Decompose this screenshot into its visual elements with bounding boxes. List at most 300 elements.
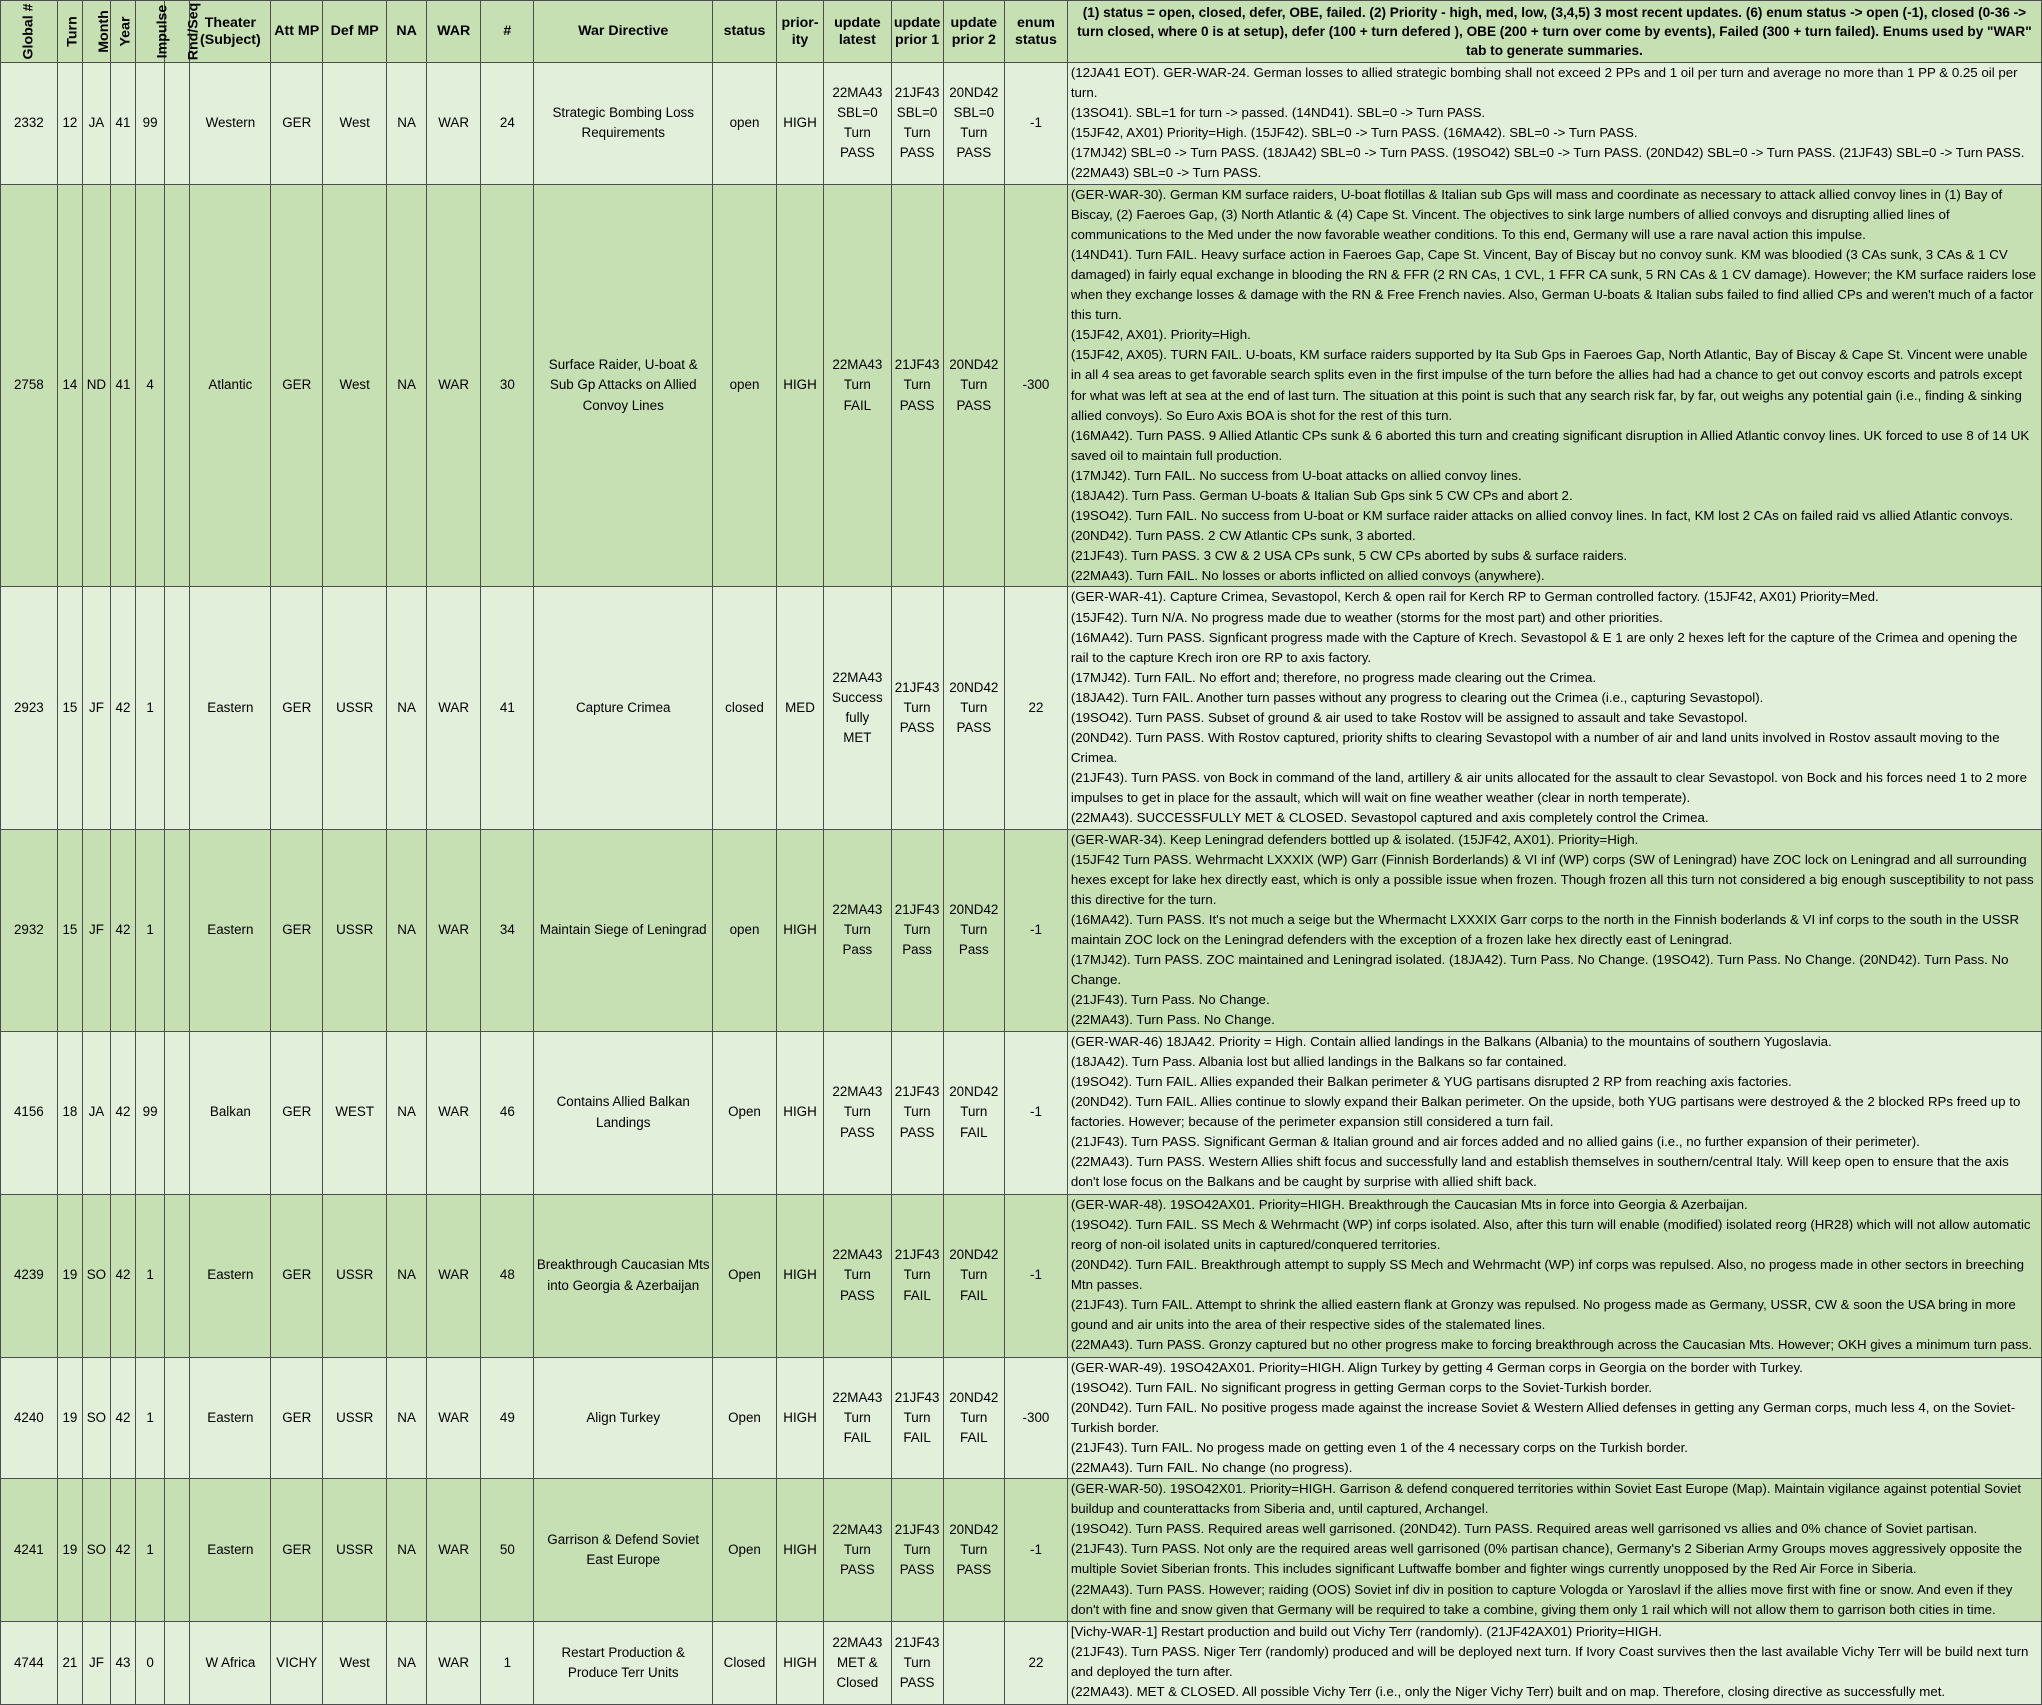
update-line: 21JF43 bbox=[894, 901, 940, 917]
col-header-year[interactable]: Year bbox=[110, 1, 135, 63]
cell-num[interactable]: 49 bbox=[481, 1357, 534, 1479]
note-line: (20ND42). Turn FAIL. Allies continue to slowly expand their Balkan perimeter. On the upside, both YUG partisans were destroyed & the 2 blocked RPs freed up to factories. However; because of the perimeter expansion still considered a turn fail. bbox=[1070, 1093, 2021, 1129]
cell-attmp[interactable]: VICHY bbox=[271, 1622, 323, 1705]
update-line: 21JF43 bbox=[894, 1634, 940, 1650]
cell-war[interactable]: WAR bbox=[427, 1622, 481, 1705]
cell-upd-p1[interactable] bbox=[891, 1622, 943, 1705]
note-line: [Vichy-WAR-1] Restart production and build out Vichy Terr (randomly). (21JF42AX01) Priority=HIGH. bbox=[1070, 1624, 1662, 1640]
cell-upd-latest[interactable] bbox=[824, 829, 892, 1031]
cell-notes[interactable] bbox=[1067, 829, 2041, 1031]
cell-month[interactable]: SO bbox=[83, 1479, 111, 1622]
cell-upd-p1[interactable] bbox=[891, 184, 943, 587]
cell-enum[interactable]: -1 bbox=[1005, 1031, 1068, 1194]
note-line: (21JF43). Turn PASS. Niger Terr (randomly) produced and will be deployed next turn. If Ivory Coast survives then the last available Vichy Terr will be build next turn and deployed the turn after. bbox=[1070, 1644, 2029, 1680]
note-line: (18JA42). Turn Pass. German U-boats & Italian Sub Gps sink 5 CW CPs and abort 2. bbox=[1070, 487, 1573, 503]
note-line: (GER-WAR-46) 18JA42. Priority = High. Contain allied landings in the Balkans (Albania) to the mountains of southern Yugoslavia. bbox=[1070, 1033, 1832, 1049]
cell-global[interactable]: 2932 bbox=[1, 829, 58, 1031]
cell-impulse[interactable]: 1 bbox=[136, 829, 165, 1031]
cell-num[interactable]: 50 bbox=[481, 1479, 534, 1622]
cell-enum[interactable]: -300 bbox=[1005, 184, 1068, 587]
note-line: (19SO42). Turn PASS. Subset of ground & air used to take Rostov will be assigned to assault and take Sevastopol. bbox=[1070, 710, 1748, 725]
cell-turn[interactable]: 15 bbox=[57, 829, 82, 1031]
update-line: 20ND42 bbox=[949, 1389, 999, 1405]
update-line: MET & bbox=[837, 1655, 878, 1671]
cell-global[interactable]: 4239 bbox=[1, 1194, 58, 1357]
cell-impulse[interactable]: 1 bbox=[136, 1479, 165, 1622]
cell-war[interactable]: WAR bbox=[427, 1194, 481, 1357]
cell-directive[interactable]: Strategic Bombing Loss Requirements bbox=[534, 63, 713, 185]
note-line: (GER-WAR-34). Keep Leningrad defenders bottled up & isolated. (15JF42, AX01). Priority=High. bbox=[1070, 831, 1639, 847]
cell-theater[interactable]: Eastern bbox=[190, 587, 271, 829]
cell-notes[interactable] bbox=[1067, 1479, 2041, 1622]
cell-upd-p2[interactable] bbox=[943, 1622, 1005, 1705]
cell-enum[interactable]: -300 bbox=[1005, 1357, 1068, 1479]
cell-upd-p1[interactable] bbox=[891, 1031, 943, 1194]
cell-upd-p1[interactable] bbox=[891, 1479, 943, 1622]
cell-defmp[interactable]: USSR bbox=[323, 829, 387, 1031]
note-line: (22MA43) SBL=0 -> Turn PASS. bbox=[1070, 165, 1262, 181]
cell-year[interactable]: 42 bbox=[110, 1031, 135, 1194]
cell-upd-p2[interactable] bbox=[943, 63, 1005, 185]
update-line: fully bbox=[845, 710, 870, 725]
update-line: Turn bbox=[843, 1104, 871, 1120]
cell-upd-latest[interactable] bbox=[824, 63, 892, 185]
cell-attmp[interactable]: GER bbox=[271, 1031, 323, 1194]
cell-na[interactable]: NA bbox=[387, 1031, 427, 1194]
update-line: FAIL bbox=[843, 1429, 872, 1445]
update-line: FAIL bbox=[903, 1429, 931, 1445]
note-line: (15JF42, AX01). Priority=High. bbox=[1070, 327, 1251, 343]
cell-turn[interactable]: 19 bbox=[57, 1194, 82, 1357]
update-line: 22MA43 bbox=[832, 1247, 883, 1263]
update-line: PASS bbox=[899, 1562, 935, 1578]
cell-upd-latest[interactable] bbox=[824, 1479, 892, 1622]
cell-month[interactable]: JF bbox=[83, 829, 111, 1031]
note-line: (GER-WAR-48). 19SO42AX01. Priority=HIGH. Breakthrough the Caucasian Mts in force into Georgia & Azerbaijan. bbox=[1070, 1196, 1748, 1212]
cell-rndseq[interactable] bbox=[165, 1194, 190, 1357]
update-line: 21JF43 bbox=[894, 1247, 940, 1263]
cell-enum[interactable]: -1 bbox=[1005, 829, 1068, 1031]
update-line: FAIL bbox=[960, 1124, 988, 1140]
cell-defmp[interactable]: West bbox=[323, 63, 387, 185]
cell-upd-p2[interactable] bbox=[943, 1194, 1005, 1357]
col-header-legend[interactable]: (1) status = open, closed, defer, OBE, failed. (2) Priority - high, med, low, (3,4,5) 3 most recent updates. (6) enum status -> open (-1), closed (0-36 -> turn closed, where 0 is at setup), defer (100 + turn defered ), OBE (200 + turn over come by events), Failed (300 + turn failed). Enums used by "WAR" tab to generate summaries. bbox=[1067, 1, 2041, 63]
cell-theater[interactable]: Eastern bbox=[190, 1479, 271, 1622]
cell-theater[interactable]: Eastern bbox=[190, 1194, 271, 1357]
note-line: (16MA42). Turn PASS. 9 Allied Atlantic CPs sunk & 6 aborted this turn and creating significant disruption in Allied Atlantic convoy lines. UK forced to use 8 of 14 UK saved oil to maintain full production. bbox=[1070, 427, 2030, 463]
table-row bbox=[1, 1479, 2042, 1622]
update-line: FAIL bbox=[960, 1287, 988, 1303]
cell-status[interactable]: open bbox=[713, 184, 777, 587]
update-line: FAIL bbox=[843, 397, 872, 413]
cell-na[interactable]: NA bbox=[387, 1357, 427, 1479]
update-line: PASS bbox=[839, 1124, 875, 1140]
cell-theater[interactable]: Eastern bbox=[190, 829, 271, 1031]
cell-upd-latest[interactable] bbox=[824, 1194, 892, 1357]
cell-priority[interactable]: HIGH bbox=[777, 1194, 824, 1357]
update-line: SBL=0 bbox=[837, 105, 878, 121]
cell-enum[interactable]: -1 bbox=[1005, 1194, 1068, 1357]
cell-year[interactable]: 42 bbox=[110, 1357, 135, 1479]
update-line: Turn bbox=[843, 125, 871, 141]
cell-global[interactable]: 2758 bbox=[1, 184, 58, 587]
cell-attmp[interactable]: GER bbox=[271, 184, 323, 587]
cell-status[interactable]: Open bbox=[713, 1194, 777, 1357]
cell-rndseq[interactable] bbox=[165, 829, 190, 1031]
cell-theater[interactable]: Western bbox=[190, 63, 271, 185]
note-line: (GER-WAR-50). 19SO42X01. Priority=HIGH. Garrison & defend conquered territories within Soviet East Europe (Map). Maintain vigilance against potential Soviet buildup and counterattacks from Siberia and, until captured, Archangel. bbox=[1070, 1481, 2022, 1517]
cell-upd-p2[interactable] bbox=[943, 829, 1005, 1031]
cell-na[interactable]: NA bbox=[387, 1622, 427, 1705]
cell-rndseq[interactable] bbox=[165, 63, 190, 185]
cell-defmp[interactable]: West bbox=[323, 184, 387, 587]
note-line: (14ND41). Turn FAIL. Heavy surface action in Faeroes Gap, Cape St. Vincent, Bay of Biscay but no convoy sunk. KM was bloodied (3 CAs sunk, 3 CAs & 1 CV damaged) in fairly equal exchange in blooding the RN & FFR (2 RN CAs, 1 CVL, 1 FFR CA sunk, 5 RN CAs & 1 CV damage). However; the KM surface raiders lose when they exchange losses & damage with the RN & Free French navies. Also, German U-boats & Italian subs failed to find allied CPs and weren't much of a factor this turn. bbox=[1070, 246, 2037, 323]
update-line: FAIL bbox=[960, 1429, 988, 1445]
cell-year[interactable]: 42 bbox=[110, 1194, 135, 1357]
cell-month[interactable]: JF bbox=[83, 1622, 111, 1705]
cell-turn[interactable]: 19 bbox=[57, 1479, 82, 1622]
cell-directive[interactable]: Capture Crimea bbox=[534, 587, 713, 829]
note-line: (21JF43). Turn PASS. Not only are the required areas well garrisoned (0% partisan chance), Germany's 2 Siberian Army Groups moves aggressively opposite the multiple Soviet Siberian fronts. This includes significant Luftwaffe bomber and fighter wings currently unopposed by the Red Air Force in Siberia. bbox=[1070, 1541, 2023, 1577]
cell-month[interactable]: JA bbox=[83, 1031, 111, 1194]
cell-priority[interactable]: HIGH bbox=[777, 184, 824, 587]
col-header-month[interactable]: Month bbox=[83, 1, 111, 63]
cell-impulse[interactable]: 0 bbox=[136, 1622, 165, 1705]
cell-war[interactable]: WAR bbox=[427, 1031, 481, 1194]
update-line: Turn bbox=[903, 1542, 931, 1558]
note-line: (20ND42). Turn FAIL. Breakthrough attempt to supply SS Mech and Wehrmacht (WP) inf corps was repulsed. Also, no progess made in other sectors in breeching Mtn passes. bbox=[1070, 1256, 2024, 1292]
cell-status[interactable]: closed bbox=[713, 587, 777, 829]
update-line: PASS bbox=[899, 145, 935, 161]
cell-global[interactable]: 4240 bbox=[1, 1357, 58, 1479]
cell-priority[interactable]: HIGH bbox=[777, 63, 824, 185]
col-header-enum-status[interactable]: enum status bbox=[1005, 1, 1068, 63]
cell-priority[interactable]: HIGH bbox=[777, 829, 824, 1031]
col-header-priority[interactable]: prior- ity bbox=[777, 1, 824, 63]
cell-upd-p2[interactable] bbox=[943, 1031, 1005, 1194]
update-line: SBL=0 bbox=[953, 105, 995, 121]
cell-num[interactable]: 30 bbox=[481, 184, 534, 587]
cell-rndseq[interactable] bbox=[165, 1357, 190, 1479]
col-header-directive[interactable]: War Directive bbox=[534, 1, 713, 63]
cell-war[interactable]: WAR bbox=[427, 829, 481, 1031]
cell-year[interactable]: 43 bbox=[110, 1622, 135, 1705]
update-line: PASS bbox=[899, 720, 935, 736]
cell-priority[interactable]: HIGH bbox=[777, 1479, 824, 1622]
col-header-defmp[interactable]: Def MP bbox=[323, 1, 387, 63]
cell-num[interactable]: 48 bbox=[481, 1194, 534, 1357]
cell-defmp[interactable]: USSR bbox=[323, 1357, 387, 1479]
cell-directive[interactable]: Contains Allied Balkan Landings bbox=[534, 1031, 713, 1194]
cell-year[interactable]: 41 bbox=[110, 184, 135, 587]
cell-month[interactable]: SO bbox=[83, 1357, 111, 1479]
update-line: Turn bbox=[960, 125, 988, 141]
cell-defmp[interactable]: USSR bbox=[323, 587, 387, 829]
cell-impulse[interactable]: 1 bbox=[136, 587, 165, 829]
col-header-na[interactable]: NA bbox=[387, 1, 427, 63]
cell-war[interactable]: WAR bbox=[427, 1357, 481, 1479]
update-line: 20ND42 bbox=[949, 1084, 999, 1100]
col-header-impulse[interactable]: Impulse bbox=[136, 1, 165, 63]
cell-rndseq[interactable] bbox=[165, 587, 190, 829]
cell-year[interactable]: 42 bbox=[110, 829, 135, 1031]
update-line: Turn bbox=[843, 377, 871, 393]
table-body bbox=[1, 63, 2042, 1705]
col-header-war[interactable]: WAR bbox=[427, 1, 481, 63]
update-line: 20ND42 bbox=[949, 901, 999, 917]
update-line: Turn bbox=[960, 377, 988, 393]
note-line: (22MA43). Turn PASS. However; raiding (OOS) Soviet inf div in position to capture Vologda or Yaroslavl if the allies move first with fine or snow. And even if they don't with fine and snow given that Germany will be required to take a combine, giving them only 1 rail which will not allow them to garrison both cities in time. bbox=[1070, 1581, 2013, 1617]
cell-attmp[interactable]: GER bbox=[271, 1479, 323, 1622]
cell-rndseq[interactable] bbox=[165, 184, 190, 587]
cell-status[interactable]: Open bbox=[713, 1357, 777, 1479]
update-line: MET bbox=[843, 730, 872, 746]
cell-upd-p1[interactable] bbox=[891, 829, 943, 1031]
update-line: Turn bbox=[903, 377, 931, 393]
cell-impulse[interactable]: 99 bbox=[136, 1031, 165, 1194]
cell-priority[interactable]: MED bbox=[777, 587, 824, 829]
cell-priority[interactable]: HIGH bbox=[777, 1031, 824, 1194]
cell-theater[interactable]: W Africa bbox=[190, 1622, 271, 1705]
note-line: (GER-WAR-49). 19SO42AX01. Priority=HIGH. Align Turkey by getting 4 German corps in Georgia on the border with Turkey. bbox=[1070, 1359, 1803, 1375]
update-line: Turn bbox=[903, 1104, 931, 1120]
cell-month[interactable]: ND bbox=[83, 184, 111, 587]
cell-attmp[interactable]: GER bbox=[271, 1194, 323, 1357]
cell-directive[interactable]: Maintain Siege of Leningrad bbox=[534, 829, 713, 1031]
cell-na[interactable]: NA bbox=[387, 1479, 427, 1622]
update-line: PASS bbox=[899, 397, 935, 413]
cell-impulse[interactable]: 4 bbox=[136, 184, 165, 587]
cell-status[interactable]: open bbox=[713, 63, 777, 185]
table-row bbox=[1, 587, 2042, 829]
cell-notes[interactable] bbox=[1067, 587, 2041, 829]
note-line: (15JF42 Turn PASS. Wehrmacht LXXXIX (WP) Garr (Finnish Borderlands) & VI inf (WP) corps (SW of Leningrad) have ZOC lock on Leningrad and all surrounding hexes except for lake hex directly east, which is only a possible issue when frozen. Though frozen all this turn not considered a big enough susceptibility to not pass this directive for the turn. bbox=[1070, 851, 2034, 907]
cell-directive[interactable]: Restart Production & Produce Terr Units bbox=[534, 1622, 713, 1705]
cell-num[interactable]: 24 bbox=[481, 63, 534, 185]
col-header-status[interactable]: status bbox=[713, 1, 777, 63]
col-header-theater[interactable]: Theater (Subject) bbox=[190, 1, 271, 63]
cell-year[interactable]: 42 bbox=[110, 587, 135, 829]
cell-theater[interactable]: Atlantic bbox=[190, 184, 271, 587]
cell-notes[interactable] bbox=[1067, 1357, 2041, 1479]
cell-theater[interactable]: Eastern bbox=[190, 1357, 271, 1479]
cell-upd-latest[interactable] bbox=[824, 184, 892, 587]
cell-num[interactable]: 46 bbox=[481, 1031, 534, 1194]
cell-turn[interactable]: 15 bbox=[57, 587, 82, 829]
cell-status[interactable]: Closed bbox=[713, 1622, 777, 1705]
col-header-update-prior1[interactable]: update prior 1 bbox=[891, 1, 943, 63]
cell-year[interactable]: 42 bbox=[110, 1479, 135, 1622]
update-line: 20ND42 bbox=[949, 1521, 999, 1537]
cell-attmp[interactable]: GER bbox=[271, 63, 323, 185]
cell-war[interactable]: WAR bbox=[427, 587, 481, 829]
update-line: Turn bbox=[903, 1655, 931, 1671]
cell-na[interactable]: NA bbox=[387, 587, 427, 829]
col-header-attmp[interactable]: Att MP bbox=[271, 1, 323, 63]
update-line: Pass bbox=[902, 942, 932, 958]
update-line: Turn bbox=[960, 1104, 988, 1120]
cell-upd-p1[interactable] bbox=[891, 1357, 943, 1479]
cell-turn[interactable]: 19 bbox=[57, 1357, 82, 1479]
update-line: Pass bbox=[958, 942, 989, 958]
cell-upd-p2[interactable] bbox=[943, 184, 1005, 587]
update-line: PASS bbox=[956, 397, 992, 413]
update-line: 22MA43 bbox=[832, 1521, 883, 1537]
cell-global[interactable]: 4744 bbox=[1, 1622, 58, 1705]
cell-theater[interactable]: Balkan bbox=[190, 1031, 271, 1194]
cell-upd-latest[interactable] bbox=[824, 1622, 892, 1705]
cell-na[interactable]: NA bbox=[387, 184, 427, 587]
update-line: Turn bbox=[903, 1409, 931, 1425]
cell-defmp[interactable]: WEST bbox=[323, 1031, 387, 1194]
update-line: 20ND42 bbox=[949, 357, 999, 373]
cell-turn[interactable]: 12 bbox=[57, 63, 82, 185]
cell-impulse[interactable]: 1 bbox=[136, 1357, 165, 1479]
update-line: 21JF43 bbox=[894, 357, 940, 373]
table-row bbox=[1, 1031, 2042, 1194]
cell-directive[interactable]: Surface Raider, U-boat & Sub Gp Attacks on Allied Convoy Lines bbox=[534, 184, 713, 587]
cell-directive[interactable]: Align Turkey bbox=[534, 1357, 713, 1479]
table-row bbox=[1, 1622, 2042, 1705]
cell-status[interactable]: Open bbox=[713, 1031, 777, 1194]
update-line: 22MA43 bbox=[832, 901, 883, 917]
col-header-update-prior2[interactable]: update prior 2 bbox=[943, 1, 1005, 63]
note-line: (15JF42, AX05). TURN FAIL. U-boats, KM surface raiders supported by Ita Sub Gps in Faeroes Gap, North Atlantic, Bay of Biscay & Cape St. Vincent were unable in all 4 sea areas to get favorable search splits even in the first impulse of the turn before the allies had had a chance to get out convoy escorts and patrols except for what was left at sea at the end of last turn. The situation at this point is such that any search risk far, by far, out weighs any potential gain (i.e., finding & sinking allied convoys). So Euro Axis BOA is shot for the rest of this turn. bbox=[1070, 347, 2028, 423]
cell-rndseq[interactable] bbox=[165, 1479, 190, 1622]
cell-priority[interactable]: HIGH bbox=[777, 1622, 824, 1705]
update-line: 21JF43 bbox=[894, 1389, 940, 1405]
cell-turn[interactable]: 14 bbox=[57, 184, 82, 587]
cell-num[interactable]: 41 bbox=[481, 587, 534, 829]
col-header-turn[interactable]: Turn bbox=[57, 1, 82, 63]
cell-impulse[interactable]: 1 bbox=[136, 1194, 165, 1357]
cell-war[interactable]: WAR bbox=[427, 184, 481, 587]
update-line: PASS bbox=[839, 1287, 875, 1303]
note-line: (22MA43). SUCCESSFULLY MET & CLOSED. Sevastopol captured and axis completely control the Crimea. bbox=[1070, 810, 1709, 826]
update-line: Turn bbox=[843, 1542, 871, 1558]
update-line: PASS bbox=[899, 1124, 935, 1140]
cell-upd-p1[interactable] bbox=[891, 63, 943, 185]
note-line: (19SO42). Turn FAIL. Allies expanded their Balkan perimeter & YUG partisans disrupted 2 RP from reaching axis factories. bbox=[1070, 1073, 1792, 1089]
col-header-rndseq[interactable]: Rnd/Seq bbox=[165, 1, 190, 63]
update-line: 21JF43 bbox=[894, 1084, 940, 1100]
cell-upd-latest[interactable] bbox=[824, 587, 892, 829]
cell-rndseq[interactable] bbox=[165, 1031, 190, 1194]
note-line: (19SO42). Turn FAIL. SS Mech & Wehrmacht (WP) inf corps isolated. Also, after this turn will enable (modified) isolated reorg (HR28) which will not allow automatic reorg of non-oil isolated units in captured/conquered territories. bbox=[1070, 1216, 2031, 1252]
note-line: (20ND42). Turn FAIL. No positive progess made against the increase Soviet & Western Allied defenses in getting any German corps, much less 4, on the Soviet-Turkish border. bbox=[1070, 1399, 2016, 1435]
note-line: (21JF43). Turn Pass. No Change. bbox=[1070, 992, 1270, 1008]
cell-attmp[interactable]: GER bbox=[271, 1357, 323, 1479]
cell-notes[interactable] bbox=[1067, 184, 2041, 587]
note-line: (21JF43). Turn PASS. von Bock in command of the land, artillery & air units allocated for the assault to clear Sevastopol. von Bock and his forces need 1 to 2 more impulses to get in place for the assault, which will wait on fine weather weather (clear in north temperate). bbox=[1070, 770, 2027, 806]
cell-directive[interactable]: Breakthrough Caucasian Mts into Georgia & Azerbaijan bbox=[534, 1194, 713, 1357]
cell-impulse[interactable]: 99 bbox=[136, 63, 165, 185]
cell-rndseq[interactable] bbox=[165, 1622, 190, 1705]
cell-global[interactable]: 4241 bbox=[1, 1479, 58, 1622]
cell-month[interactable]: JA bbox=[83, 63, 111, 185]
cell-upd-p2[interactable] bbox=[943, 1357, 1005, 1479]
col-header-update-latest[interactable]: update latest bbox=[824, 1, 892, 63]
note-line: (22MA43). Turn Pass. No Change. bbox=[1070, 1012, 1275, 1028]
col-header-global[interactable]: Global # bbox=[1, 1, 58, 63]
cell-enum[interactable]: 22 bbox=[1005, 587, 1068, 829]
cell-notes[interactable] bbox=[1067, 1194, 2041, 1357]
cell-enum[interactable]: 22 bbox=[1005, 1622, 1068, 1705]
header-row bbox=[1, 1, 2042, 63]
cell-attmp[interactable]: GER bbox=[271, 829, 323, 1031]
cell-war[interactable]: WAR bbox=[427, 1479, 481, 1622]
cell-upd-p1[interactable] bbox=[891, 1194, 943, 1357]
cell-na[interactable]: NA bbox=[387, 63, 427, 185]
cell-global[interactable]: 4156 bbox=[1, 1031, 58, 1194]
cell-month[interactable]: JF bbox=[83, 587, 111, 829]
cell-year[interactable]: 41 bbox=[110, 63, 135, 185]
cell-enum[interactable]: -1 bbox=[1005, 63, 1068, 185]
cell-upd-p2[interactable] bbox=[943, 587, 1005, 829]
update-line: PASS bbox=[956, 1562, 992, 1578]
table-row bbox=[1, 63, 2042, 185]
update-line: Success bbox=[832, 689, 883, 705]
note-line: (19SO42). Turn FAIL. No success from U-boat or KM surface raider attacks on allied convoy lines. In fact, KM lost 2 CAs on failed raid vs allied Atlantic convoys. bbox=[1070, 508, 2014, 524]
cell-status[interactable]: Open bbox=[713, 1479, 777, 1622]
cell-turn[interactable]: 21 bbox=[57, 1622, 82, 1705]
update-line: Closed bbox=[836, 1675, 879, 1691]
cell-upd-p1[interactable] bbox=[891, 587, 943, 829]
note-line: (19SO42). Turn FAIL. No significant progress in getting German corps to the Soviet-Turkish border. bbox=[1070, 1379, 1652, 1395]
note-line: (GER-WAR-30). German KM surface raiders, U-boat flotillas & Italian sub Gps will mass and coordinate as necessary to attack allied convoy lines in (1) Bay of Biscay, (2) Faeroes Gap, (3) North Atlantic & (4) Cape St. Vincent. The objectives to sink large numbers of allied convoys and disrupting allied lines of communications to the Med under the now favorable weather conditions. To this end, Germany will use a rare naval action this impulse. bbox=[1070, 186, 2003, 242]
note-line: (21JF43). Turn FAIL. No progess made on getting even 1 of the 4 necessary corps on the Turkish border. bbox=[1070, 1439, 1688, 1455]
cell-war[interactable]: WAR bbox=[427, 63, 481, 185]
cell-month[interactable]: SO bbox=[83, 1194, 111, 1357]
note-line: (12JA41 EOT). GER-WAR-24. German losses to allied strategic bombing shall not exceed 2 PPs and 1 oil per turn and average no more than 1 PP & 0.25 oil per turn. bbox=[1070, 65, 2018, 101]
update-line: SBL=0 bbox=[896, 105, 938, 121]
cell-defmp[interactable]: USSR bbox=[323, 1479, 387, 1622]
cell-status[interactable]: open bbox=[713, 829, 777, 1031]
note-line: (22MA43). Turn PASS. Western Allies shift focus and successfully land and establish themselves in southern/central Italy. Will keep open to ensure that the axis don't lose focus on the Balkans and be caught by surprise with allied shift back. bbox=[1070, 1154, 2009, 1190]
note-line: (21JF43). Turn FAIL. Attempt to shrink the allied eastern flank at Gronzy was repulsed. No progess made as Germany, USSR, CW & soon the USA bring in more gound and air units into the area of their respective sides of the stalemated lines. bbox=[1070, 1296, 2016, 1333]
cell-notes[interactable] bbox=[1067, 1622, 2041, 1705]
cell-directive[interactable]: Garrison & Defend Soviet East Europe bbox=[534, 1479, 713, 1622]
cell-priority[interactable]: HIGH bbox=[777, 1357, 824, 1479]
note-line: (22MA43). Turn FAIL. No losses or aborts inflicted on allied convoys (anywhere). bbox=[1070, 568, 1545, 584]
update-line: 20ND42 bbox=[949, 1247, 999, 1263]
note-line: (22MA43). Turn FAIL. No change (no progress). bbox=[1070, 1459, 1353, 1475]
cell-upd-latest[interactable] bbox=[824, 1031, 892, 1194]
cell-num[interactable]: 34 bbox=[481, 829, 534, 1031]
cell-notes[interactable] bbox=[1067, 1031, 2041, 1194]
cell-num[interactable]: 1 bbox=[481, 1622, 534, 1705]
update-line: Turn bbox=[843, 1409, 871, 1425]
note-line: (18JA42). Turn FAIL. Another turn passes without any progress to clearing out the Crimea (i.e., capturing Sevastopol). bbox=[1070, 689, 1764, 705]
cell-defmp[interactable]: USSR bbox=[323, 1194, 387, 1357]
note-line: (22MA43). MET & CLOSED. All possible Vichy Terr (i.e., only the Niger Vichy Terr) built and on map. Therefore, closing directive as successfully met. bbox=[1070, 1684, 1946, 1700]
cell-defmp[interactable]: West bbox=[323, 1622, 387, 1705]
cell-upd-latest[interactable] bbox=[824, 1357, 892, 1479]
cell-na[interactable]: NA bbox=[387, 1194, 427, 1357]
cell-global[interactable]: 2332 bbox=[1, 63, 58, 185]
table-row bbox=[1, 1194, 2042, 1357]
cell-notes[interactable] bbox=[1067, 63, 2041, 185]
cell-attmp[interactable]: GER bbox=[271, 587, 323, 829]
cell-global[interactable]: 2923 bbox=[1, 587, 58, 829]
cell-na[interactable]: NA bbox=[387, 829, 427, 1031]
update-line: 21JF43 bbox=[894, 85, 940, 101]
col-header-num[interactable]: # bbox=[481, 1, 534, 63]
cell-turn[interactable]: 18 bbox=[57, 1031, 82, 1194]
cell-enum[interactable]: -1 bbox=[1005, 1479, 1068, 1622]
cell-upd-p2[interactable] bbox=[943, 1479, 1005, 1622]
update-line: Turn bbox=[903, 125, 931, 141]
